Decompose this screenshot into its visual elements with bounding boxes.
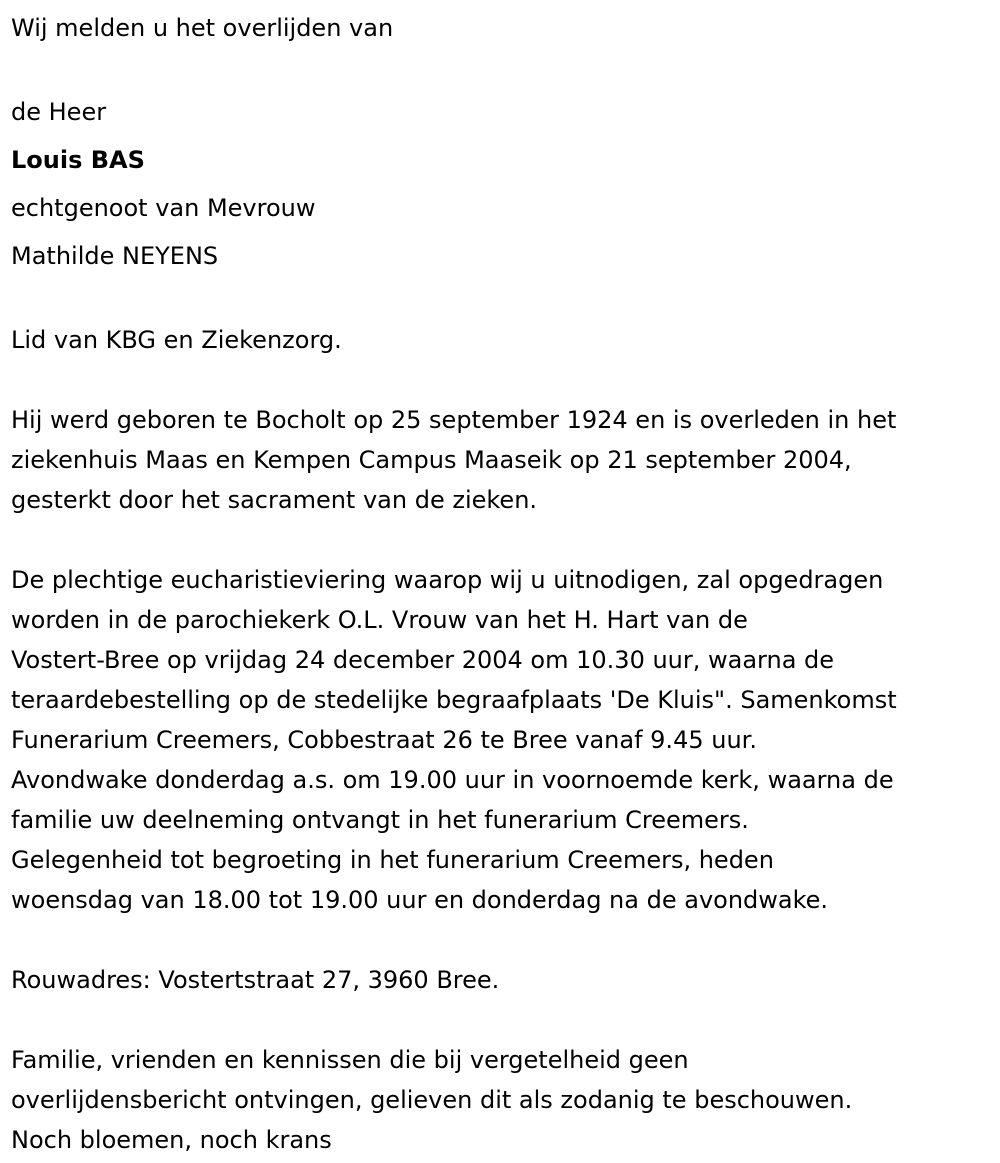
paragraph-line: Vostert-Bree op vrijdag 24 december 2004 om 10.30 uur, waarna de <box>11 646 835 674</box>
deceased-title: de Heer <box>11 98 107 126</box>
paragraph-line: overlijdensbericht ontvingen, gelieven dit als zodanig te beschouwen. <box>11 1086 853 1114</box>
paragraph-line: teraardebestelling op de stedelijke begraafplaats 'De Kluis". Samenkomst <box>11 686 897 714</box>
spacer <box>11 1000 1000 1040</box>
paragraph-line: Gelegenheid tot begroeting in het funerarium Creemers, heden <box>11 846 774 874</box>
paragraph-line: familie uw deelneming ontvangt in het funerarium Creemers. <box>11 806 749 834</box>
paragraph-line: ziekenhuis Maas en Kempen Campus Maaseik op 21 september 2004, <box>11 446 852 474</box>
birth-death-paragraph <box>11 400 1000 520</box>
paragraph-line: Familie, vrienden en kennissen die bij vergetelheid geen <box>11 1046 689 1074</box>
spouse-label: echtgenoot van Mevrouw <box>11 194 316 222</box>
intro-line: Wij melden u het overlijden van <box>11 14 394 42</box>
spacer <box>11 360 1000 400</box>
membership-line: Lid van KBG en Ziekenzorg. <box>11 326 342 354</box>
spacer <box>11 280 1000 320</box>
paragraph-line: Hij werd geboren te Bocholt op 25 september 1924 en is overleden in het <box>11 406 897 434</box>
paragraph-line: woensdag van 18.00 tot 19.00 uur en donderdag na de avondwake. <box>11 886 829 914</box>
paragraph-line: Funerarium Creemers, Cobbestraat 26 te Bree vanaf 9.45 uur. <box>11 726 757 754</box>
spacer <box>11 48 1000 88</box>
paragraph-line: gesterkt door het sacrament van de zieken. <box>11 486 538 514</box>
spouse-name: Mathilde NEYENS <box>11 242 219 270</box>
ceremony-paragraph <box>11 560 1000 920</box>
spacer <box>11 520 1000 560</box>
paragraph-line: De plechtige eucharistieviering waarop wij u uitnodigen, zal opgedragen <box>11 566 884 594</box>
address-line: Rouwadres: Vostertstraat 27, 3960 Bree. <box>11 966 500 994</box>
paragraph-line: worden in de parochiekerk O.L. Vrouw van het H. Hart van de <box>11 606 748 634</box>
paragraph-line: Avondwake donderdag a.s. om 19.00 uur in voornoemde kerk, waarna de <box>11 766 894 794</box>
deceased-name: Louis BAS <box>11 146 145 174</box>
spacer <box>11 920 1000 960</box>
closing-paragraph <box>11 1040 1000 1160</box>
paragraph-line: Noch bloemen, noch krans <box>11 1126 332 1154</box>
